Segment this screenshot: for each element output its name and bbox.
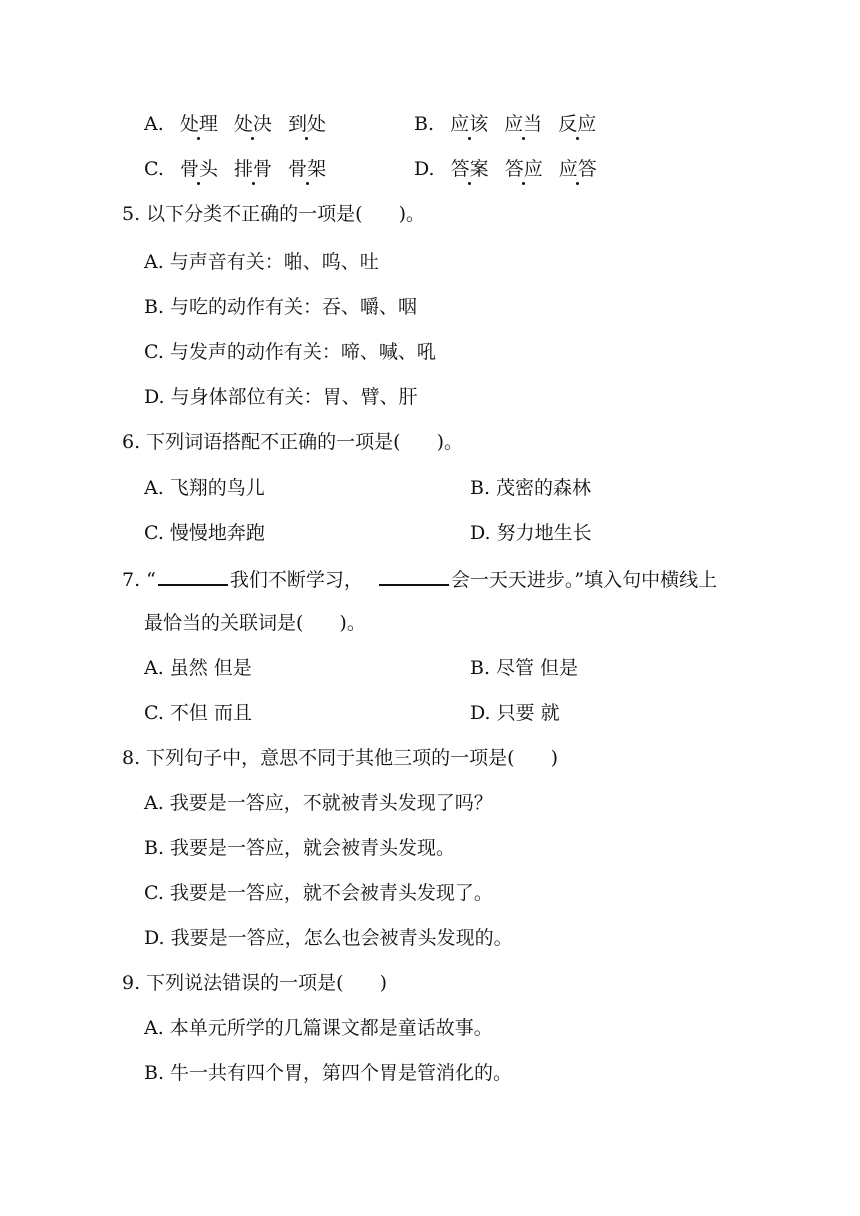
q6-option-b: [470, 476, 591, 500]
fill-blank-2[interactable]: [379, 566, 449, 586]
q4-option-c: [144, 157, 326, 181]
question-text: 会一天天进步。”填入句中横线上: [450, 569, 718, 591]
q8-option-b: [144, 836, 455, 860]
option-label: A.: [144, 113, 164, 135]
option-text: 本单元所学的几篇课文都是童话故事。: [169, 1017, 493, 1039]
option-label: B.: [414, 113, 435, 135]
option-text: 与身体部位有关：胃、臂、肝: [170, 386, 418, 408]
option-label: C.: [144, 882, 164, 904]
q8-option-c: [144, 881, 493, 905]
option-label: A.: [144, 792, 164, 814]
option-text: 牛一共有四个胃，第四个胃是管消化的。: [170, 1062, 513, 1084]
option-text: 与吃的动作有关：吞、嚼、咽: [170, 296, 418, 318]
option-text: 与发声的动作有关：啼、喊、吼: [169, 341, 436, 363]
option-label: C.: [144, 702, 164, 724]
option-label: C.: [144, 522, 164, 544]
word: 排骨: [234, 158, 273, 180]
option-text: 努力地生长: [496, 522, 592, 544]
q8-option-d: [144, 926, 513, 950]
word: 处决: [233, 113, 272, 135]
fill-blank-1[interactable]: [158, 566, 228, 586]
option-text: 我要是一答应，就不会被青头发现了。: [169, 882, 493, 904]
word: 答案: [450, 158, 489, 180]
q6-option-a: [144, 476, 265, 500]
q8-option-a: [144, 791, 493, 815]
question-text: 9. 下列说法错误的一项是(: [122, 972, 344, 994]
word: 应当: [504, 113, 543, 135]
option-label: B.: [470, 477, 491, 499]
option-text: 虽然 但是: [169, 657, 252, 679]
q7-option-c: [144, 701, 252, 725]
word: 反应: [558, 113, 597, 135]
option-label: D.: [470, 702, 491, 724]
option-label: A.: [144, 1017, 164, 1039]
option-label: B.: [144, 837, 165, 859]
question-text: 8. 下列句子中，意思不同于其他三项的一项是(: [122, 747, 515, 769]
q6-stem: [122, 430, 463, 454]
q9-option-b: [144, 1061, 512, 1085]
word: 骨架: [288, 158, 327, 180]
q4-option-b: [414, 112, 596, 136]
q9-stem: [122, 971, 387, 995]
q7-option-a: [144, 656, 252, 680]
q5-option-b: [144, 295, 417, 319]
word: 骨头: [179, 158, 218, 180]
option-label: D.: [144, 386, 165, 408]
q7-option-d: [470, 701, 560, 725]
option-text: 茂密的森林: [496, 477, 592, 499]
option-label: C.: [144, 341, 164, 363]
option-label: B.: [144, 1062, 165, 1084]
option-label: D.: [414, 158, 435, 180]
question-text-end: )。: [339, 612, 366, 634]
question-text-end: ): [550, 747, 559, 769]
question-text: 6. 下列词语搭配不正确的一项是(: [122, 431, 401, 453]
option-label: D.: [470, 522, 491, 544]
question-text: 最恰当的关联词是(: [144, 612, 304, 634]
question-text-end: )。: [436, 431, 464, 453]
option-text: 与声音有关：啪、呜、吐: [169, 251, 379, 273]
option-text: 只要 就: [496, 702, 560, 724]
q9-option-a: [144, 1016, 493, 1040]
option-text: 我要是一答应，怎么也会被青头发现的。: [170, 927, 513, 949]
q6-option-c: [144, 521, 265, 545]
q5-option-d: [144, 385, 418, 409]
option-text: 不但 而且: [169, 702, 252, 724]
q7-option-b: [470, 656, 578, 680]
question-text: 5. 以下分类不正确的一项是(: [122, 203, 363, 225]
question-text: 我们不断学习，: [229, 569, 363, 591]
option-text: 尽管 但是: [496, 657, 579, 679]
q4-option-d: [414, 157, 597, 181]
q7-stem-line2: [144, 611, 366, 635]
q5-stem: [122, 202, 425, 226]
option-label: A.: [144, 657, 164, 679]
q5-option-c: [144, 340, 436, 364]
option-label: A.: [144, 477, 164, 499]
q6-option-d: [470, 521, 592, 545]
q8-stem: [122, 746, 558, 770]
q7-stem: [122, 566, 717, 592]
word: 应答: [558, 158, 597, 180]
question-text-end: )。: [398, 203, 426, 225]
word: 到处: [287, 113, 326, 135]
word: 应该: [450, 113, 489, 135]
option-text: 飞翔的鸟儿: [169, 477, 265, 499]
option-text: 我要是一答应，就会被青头发现。: [170, 837, 456, 859]
option-label: B.: [470, 657, 491, 679]
option-text: 慢慢地奔跑: [169, 522, 265, 544]
option-label: A.: [144, 251, 164, 273]
q5-option-a: [144, 250, 379, 274]
word: 答应: [504, 158, 543, 180]
question-number: 7. “: [122, 569, 156, 591]
option-text: 我要是一答应，不就被青头发现了吗？: [169, 792, 493, 814]
option-label: D.: [144, 927, 165, 949]
q4-option-a: [144, 112, 326, 136]
word: 处理: [179, 113, 218, 135]
option-label: C.: [144, 158, 164, 180]
option-label: B.: [144, 296, 165, 318]
question-text-end: ): [379, 972, 388, 994]
